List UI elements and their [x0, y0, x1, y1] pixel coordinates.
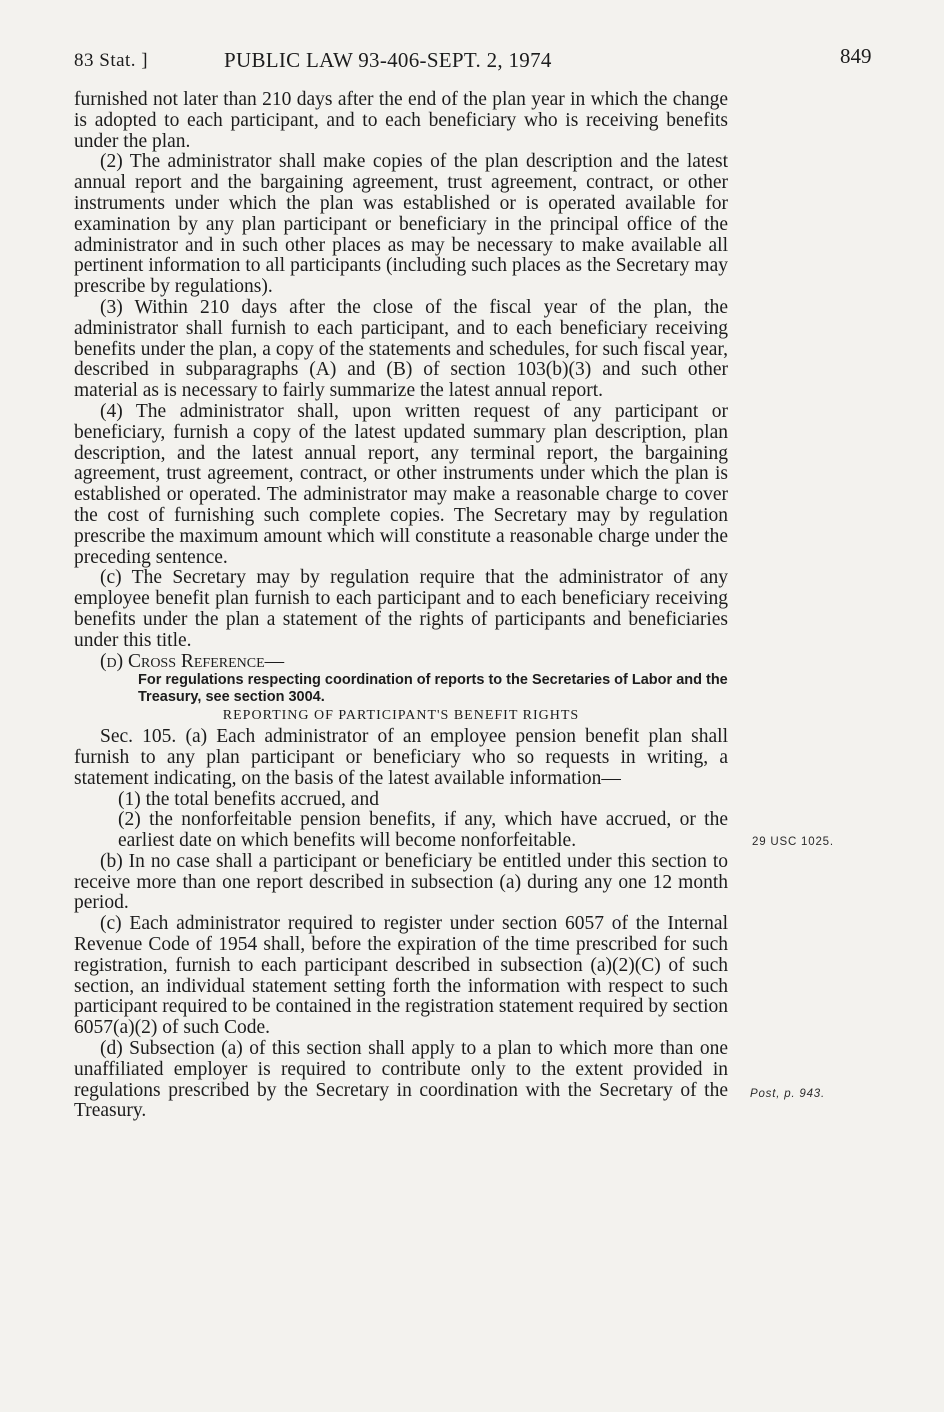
- margin-citation-usc: 29 USC 1025.: [752, 836, 834, 848]
- paragraph-continuation: furnished not later than 210 days after the end of the plan year in which the change is adopted to each participant, and to each beneficiary who is receiving benefits under the plan.: [74, 89, 728, 152]
- cross-reference-heading: (d) Cross Reference—: [100, 650, 285, 672]
- paragraph-4: (4) The administrator shall, upon written request of any participant or beneficiary, furnish a copy of the latest updated summary plan description, plan description, and the latest annual report, any terminal report, the bargaining agreement, trust agreement, contract, or other instruments under which the plan is established or operated. The administrator may make a reasonable charge to cover the cost of furnishing such complete copies. The Secretary may by regulation prescribe the maximum amount which will constitute a reasonable charge under the preceding sentence.: [74, 400, 728, 568]
- paragraph-3: (3) Within 210 days after the close of the fiscal year of the plan, the administrator shall furnish to each participant, and to each beneficiary receiving benefits under the plan, a copy of the statements and schedules, for such fiscal year, described in subparagraphs (A) and (B) of section 103(b)(3) and such other material as is necessary to fairly summarize the latest annual report.: [74, 296, 728, 402]
- page-number: 849: [840, 44, 872, 68]
- margin-citation-post: Post, p. 943.: [750, 1088, 825, 1100]
- statute-text: [74, 90, 728, 1122]
- cross-reference-note: For regulations respecting coordination of reports to the Secretaries of Labor and the Treasury, see section 3004.: [138, 672, 728, 706]
- section-105-b: (b) In no case shall a participant or beneficiary be entitled under this section to receive more than one report described in subsection (a) during any one 12 month period.: [74, 850, 728, 914]
- page-header: [74, 44, 874, 84]
- volume-reference: 83 Stat. ]: [74, 50, 149, 71]
- section-105-c: (c) Each administrator required to register under section 6057 of the Internal Revenue Code of 1954 shall, before the expiration of the time prescribed for such registration, furnish to each participant described in subsection (a)(2)(C) of such section, an individual statement setting forth the information with respect to such participant required to be contained in the registration statement required by section 6057(a)(2) of such Code.: [74, 913, 728, 1039]
- section-105-a: Sec. 105. (a) Each administrator of an employee pension benefit plan shall furnish to any plan participant or beneficiary who so requests in writing, a statement indicating, on the basis of the latest available information—: [74, 726, 728, 789]
- section-105-d: (d) Subsection (a) of this section shall apply to a plan to which more than one unaffiliated employer is required to contribute only to the extent provided in regulations prescribed by the Secretary in coordination with the Secretary of the Treasury.: [74, 1038, 728, 1122]
- public-law-title: PUBLIC LAW 93-406-SEPT. 2, 1974: [224, 48, 552, 72]
- paragraph-2: (2) The administrator shall make copies of the plan description and the latest annual report and the bargaining agreement, trust agreement, contract, or other instruments under which the plan was established or is operated available for examination by any plan participant or beneficiary in the principal office of the administrator and in such other places as may be necessary to make available all pertinent information to all participants (including such places as the Secretary may prescribe by regulations).: [74, 151, 728, 298]
- list-item: (2) the nonforfeitable pension benefits, if any, which have accrued, or the earliest date on which benefits will become nonforfeitable.: [118, 809, 728, 852]
- list-item: (1) the total benefits accrued, and: [118, 788, 379, 810]
- subsection-c: (c) The Secretary may by regulation require that the administrator of any employee benefit plan furnish to each participant and to each beneficiary receiving benefits under the plan a statement of the rights of participants and beneficiaries under this title.: [74, 567, 728, 651]
- section-heading: REPORTING OF PARTICIPANT'S BENEFIT RIGHTS: [222, 708, 580, 724]
